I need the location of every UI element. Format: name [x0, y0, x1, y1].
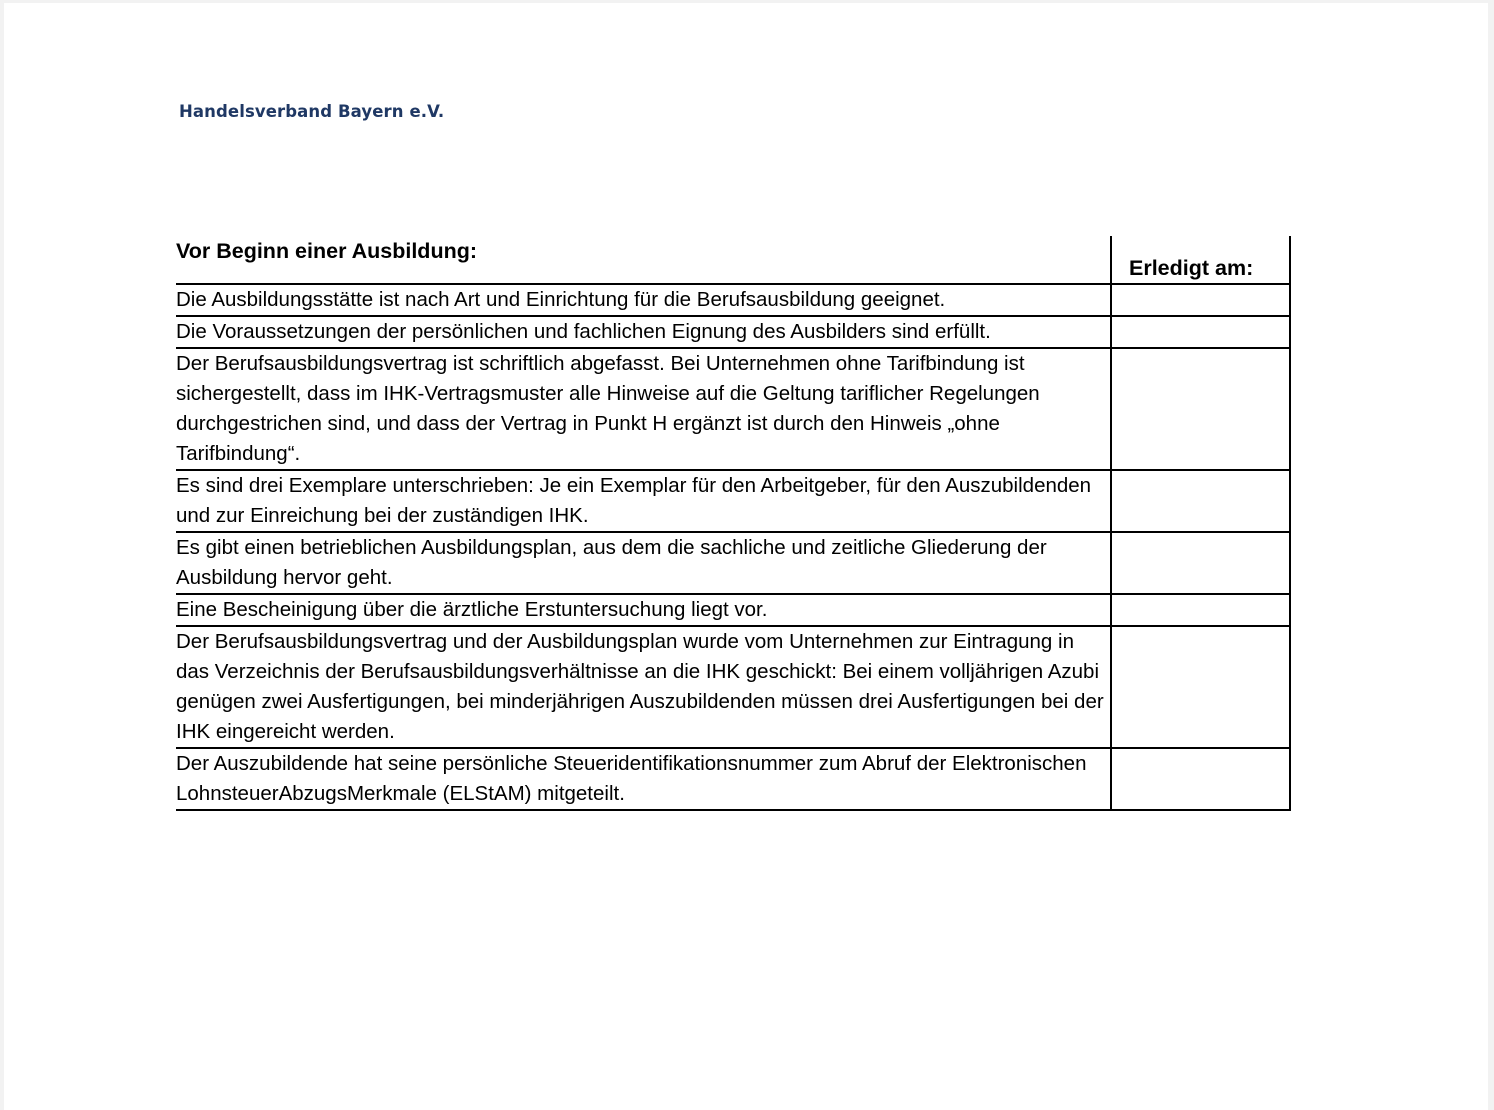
- checklist-done-cell[interactable]: [1111, 748, 1290, 810]
- checklist-done-value[interactable]: [1112, 533, 1289, 550]
- checklist-task-text: Die Voraussetzungen der persönlichen und fachlichen Eignung des Ausbilders sind erfüllt.: [176, 320, 991, 343]
- checklist-task-cell: [176, 532, 1111, 594]
- table-row: [176, 594, 1290, 626]
- checklist-task-text: Der Auszubildende hat seine persönliche Steueridentifikationsnummer zum Abruf der Elektronischen LohnsteuerAbzugsMerkmale (ELStAM) mitgeteilt.: [176, 752, 1087, 805]
- table-row: [176, 348, 1290, 470]
- checklist-done-cell[interactable]: [1111, 594, 1290, 626]
- checklist-done-cell[interactable]: [1111, 316, 1290, 348]
- table-header-row: [176, 236, 1290, 284]
- table-row: [176, 748, 1290, 810]
- table-row: [176, 626, 1290, 748]
- checklist-task-text: Der Berufsausbildungsvertrag ist schriftlich abgefasst. Bei Unternehmen ohne Tarifbindung ist sichergestellt, dass im IHK-Vertragsmuster alle Hinweise auf die Geltung tariflicher Regelungen durchgestrichen sind, und dass der Vertrag in Punkt H ergänzt ist durch den Hinweis „ohne Tarifbindung“.: [176, 352, 1040, 465]
- checklist-task-text: Eine Bescheinigung über die ärztliche Erstuntersuchung liegt vor.: [176, 598, 768, 621]
- checklist-task-cell: [176, 626, 1111, 748]
- checklist-task-cell: [176, 470, 1111, 532]
- checklist-done-value[interactable]: [1112, 317, 1289, 334]
- table-row: [176, 284, 1290, 316]
- checklist-done-cell[interactable]: [1111, 348, 1290, 470]
- checklist-done-value[interactable]: [1112, 285, 1289, 302]
- document-page: [4, 3, 1488, 1110]
- checklist-table: [176, 236, 1291, 811]
- organization-name: Handelsverband Bayern e.V.: [179, 102, 445, 121]
- checklist-done-value[interactable]: [1112, 595, 1289, 612]
- checklist-done-value[interactable]: [1112, 627, 1289, 644]
- checklist-task-cell: [176, 348, 1111, 470]
- table-row: [176, 316, 1290, 348]
- table-row: [176, 470, 1290, 532]
- checklist-done-value[interactable]: [1112, 349, 1289, 366]
- checklist-done-value[interactable]: [1112, 471, 1289, 488]
- checklist-task-cell: [176, 284, 1111, 316]
- checklist-task-text: Es gibt einen betrieblichen Ausbildungsplan, aus dem die sachliche und zeitliche Gliederung der Ausbildung hervor geht.: [176, 536, 1047, 589]
- checklist-task-text: Die Ausbildungsstätte ist nach Art und Einrichtung für die Berufsausbildung geeignet.: [176, 288, 946, 311]
- checklist-done-cell[interactable]: [1111, 470, 1290, 532]
- checklist-done-cell[interactable]: [1111, 532, 1290, 594]
- table-row: [176, 532, 1290, 594]
- header-cell-task: [176, 236, 1111, 284]
- header-task-label: Vor Beginn einer Ausbildung:: [176, 239, 477, 263]
- checklist-done-value[interactable]: [1112, 749, 1289, 766]
- checklist-task-cell: [176, 316, 1111, 348]
- checklist-done-cell[interactable]: [1111, 284, 1290, 316]
- checklist-task-text: Der Berufsausbildungsvertrag und der Ausbildungsplan wurde vom Unternehmen zur Eintragung in das Verzeichnis der Berufsausbildungsverhältnisse an die IHK geschickt: Bei einem volljährigen Azubi genügen zwei Ausfertigungen, bei minderjährigen Auszubildenden müssen drei Ausfertigungen bei der IHK eingereicht werden.: [176, 630, 1104, 743]
- checklist-done-cell[interactable]: [1111, 626, 1290, 748]
- checklist-task-text: Es sind drei Exemplare unterschrieben: Je ein Exemplar für den Arbeitgeber, für den Auszubildenden und zur Einreichung bei der zuständigen IHK.: [176, 474, 1092, 527]
- header-done-label: Erledigt am:: [1129, 256, 1254, 280]
- header-cell-done: [1111, 236, 1290, 284]
- checklist-task-cell: [176, 748, 1111, 810]
- checklist-task-cell: [176, 594, 1111, 626]
